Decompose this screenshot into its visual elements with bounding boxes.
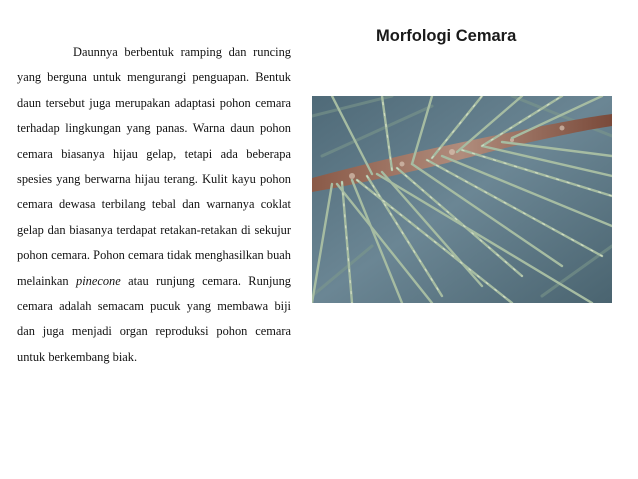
paragraph-text-2: atau runjung cemara. Runjung cemara adalah semacam pucuk yang membawa biji dan juga menjadi organ reproduksi pohon cemara untuk berkembang biak.: [17, 273, 291, 364]
slide-title: Morfologi Cemara: [376, 27, 517, 45]
paragraph-text-1: Daunnya berbentuk ramping dan runcing yang berguna untuk mengurangi penguapan. Bentuk daun tersebut juga merupakan adaptasi pohon cemara terhadap lingkungan yang panas. Warna daun pohon cemara biasanya hijau gelap, tetapi ada beberapa spesies yang berwarna hijau terang. Kulit kayu pohon cemara dewasa terbilang tebal dan warnanya coklat gelap dan biasanya terdapat retakan-retakan di sekujur pohon cemara. Pohon cemara tidak menghasilkan buah melainkan: [17, 45, 291, 288]
pine-branch-photo: [312, 96, 612, 303]
pine-branch-illustration: [312, 96, 612, 303]
body-paragraph: [17, 40, 291, 370]
paragraph-italic-term: pinecone: [76, 273, 121, 288]
